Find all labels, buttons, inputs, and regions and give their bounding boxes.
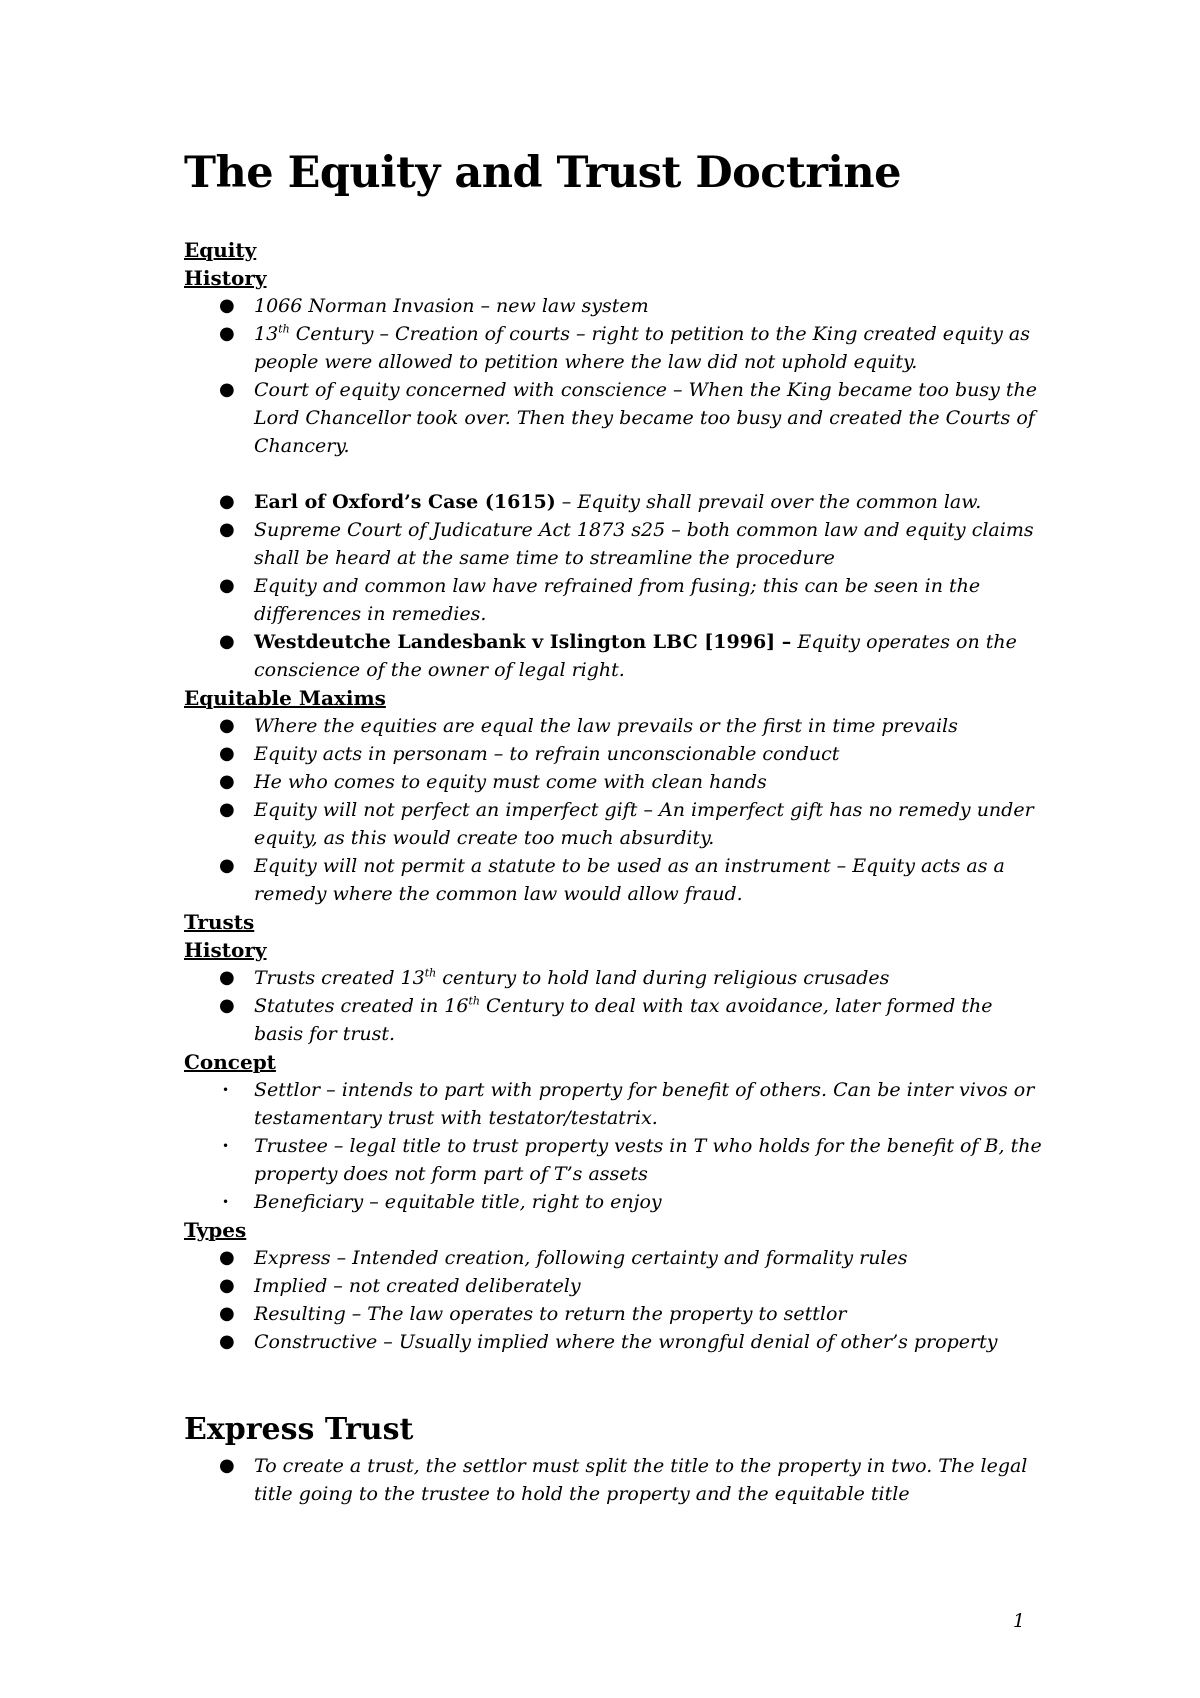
bullet-icon: ● [219, 574, 235, 596]
list-item-text: Settlor – intends to part with property for benefit of others. Can be inter vivos or testamentary trust with testator/testatrix. [254, 1078, 1035, 1129]
list-item [184, 992, 1044, 1048]
list-item-text-pre: Trusts created 13 [254, 966, 425, 989]
bullet-icon: ● [219, 854, 235, 876]
list-item-text: Beneficiary – equitable title, right to enjoy [254, 1190, 662, 1213]
list-item-text: Implied – not created deliberately [254, 1274, 581, 1297]
list-item-text: He who comes to equity must come with clean hands [254, 770, 767, 793]
bullet-icon: ● [219, 714, 235, 736]
subheading-equitable-maxims: Equitable Maxims [184, 685, 386, 710]
list-item [184, 516, 1044, 572]
list-item [184, 488, 1044, 516]
list-item-text-pre: Statutes created in 16 [254, 994, 469, 1017]
bullet-icon: ● [219, 1274, 235, 1296]
spacer [184, 1356, 1064, 1412]
list-item [184, 1328, 1044, 1356]
list-item [184, 852, 1044, 908]
equity-history-list [184, 292, 1064, 460]
equity-cases-list [184, 488, 1064, 684]
small-bullet-icon: • [222, 1138, 230, 1153]
bullet-icon: ● [219, 994, 235, 1016]
bullet-icon: ● [219, 742, 235, 764]
subheading-types: Types [184, 1217, 247, 1242]
superscript: th [424, 966, 437, 980]
list-item [184, 712, 1044, 740]
list-item [184, 572, 1044, 628]
types-list [184, 1244, 1064, 1356]
list-item-text-post: century to hold land during religious crusades [436, 966, 890, 989]
case-name: Westdeutche Landesbank v Islington LBC [1996] – [254, 630, 792, 653]
list-item-text: Express – Intended creation, following certainty and formality rules [254, 1246, 908, 1269]
bullet-icon: ● [219, 966, 235, 988]
bullet-icon: ● [219, 770, 235, 792]
bullet-icon: ● [219, 518, 235, 540]
list-item [184, 376, 1044, 460]
list-item [184, 1452, 1044, 1508]
page-number: 1 [1012, 1610, 1025, 1632]
maxims-list [184, 712, 1064, 908]
concept-list [184, 1076, 1064, 1216]
bullet-icon: ● [219, 490, 235, 512]
subheading-equity-history: History [184, 265, 267, 290]
list-item-text: – Equity shall prevail over the common law. [555, 490, 982, 513]
list-item [184, 964, 1044, 992]
list-item-text: To create a trust, the settlor must split the title to the property in two. The legal title going to the trustee to hold the property and the equitable title [254, 1454, 1028, 1505]
list-item [184, 1272, 1044, 1300]
list-item [184, 292, 1044, 320]
list-item-text: Equity and common law have refrained from fusing; this can be seen in the differences in remedies. [254, 574, 981, 625]
small-bullet-icon: • [222, 1194, 230, 1209]
express-trust-list [184, 1452, 1064, 1508]
trusts-history-list [184, 964, 1064, 1048]
list-item-text-pre: 13 [254, 322, 279, 345]
bullet-icon: ● [219, 1454, 235, 1476]
list-item [184, 1300, 1044, 1328]
bullet-icon: ● [219, 378, 235, 400]
subheading-concept: Concept [184, 1049, 276, 1074]
case-name: Earl of Oxford’s Case (1615) [254, 490, 556, 513]
list-item [184, 768, 1044, 796]
list-item-text-post: Century – Creation of courts – right to petition to the King created equity as people were allowed to petition where the law did not uphold equity. [254, 322, 1030, 373]
list-item [184, 796, 1044, 852]
list-item-text: Where the equities are equal the law prevails or the first in time prevails [254, 714, 958, 737]
list-item [184, 628, 1044, 684]
list-item [184, 740, 1044, 768]
bullet-icon: ● [219, 322, 235, 344]
list-item-text: Equity acts in personam – to refrain unconscionable conduct [254, 742, 840, 765]
section-heading-trusts: Trusts [184, 909, 255, 934]
list-item-text: Trustee – legal title to trust property vests in T who holds for the benefit of B, the property does not form part of T’s assets [254, 1134, 1042, 1185]
bullet-icon: ● [219, 798, 235, 820]
list-item [184, 1076, 1044, 1132]
section-heading-equity: Equity [184, 237, 257, 262]
bullet-icon: ● [219, 630, 235, 652]
list-item [184, 1244, 1044, 1272]
superscript: th [278, 322, 290, 336]
list-item-text: Equity operates on the conscience of the owner of legal right. [254, 630, 1017, 681]
list-item-text: Equity will not permit a statute to be used as an instrument – Equity acts as a remedy where the common law would allow fraud. [254, 854, 1005, 905]
list-item-text: Constructive – Usually implied where the wrongful denial of other’s property [254, 1330, 998, 1353]
list-item-text: Supreme Court of Judicature Act 1873 s25 – both common law and equity claims shall be heard at the same time to streamline the procedure [254, 518, 1034, 569]
list-item [184, 320, 1044, 376]
section-heading-express-trust: Express Trust [184, 1411, 414, 1447]
bullet-icon: ● [219, 1330, 235, 1352]
small-bullet-icon: • [222, 1082, 230, 1097]
bullet-icon: ● [219, 1302, 235, 1324]
list-item-text: Equity will not perfect an imperfect gift – An imperfect gift has no remedy under equity, as this would create too much absurdity. [254, 798, 1034, 849]
list-item-text: Court of equity concerned with conscience – When the King became too busy the Lord Chancellor took over. Then they became too busy and created the Courts of Chancery. [254, 378, 1037, 457]
list-item-text-post: Century to deal with tax avoidance, later formed the basis for trust. [254, 994, 993, 1045]
list-item-text: Resulting – The law operates to return the property to settlor [254, 1302, 847, 1325]
bullet-icon: ● [219, 1246, 235, 1268]
list-item [184, 1132, 1044, 1188]
spacer [184, 460, 1064, 488]
document-content [184, 148, 1064, 1508]
list-item-text: 1066 Norman Invasion – new law system [254, 294, 649, 317]
list-item [184, 1188, 1044, 1216]
page-title: The Equity and Trust Doctrine [184, 148, 901, 198]
bullet-icon: ● [219, 294, 235, 316]
subheading-trusts-history: History [184, 937, 267, 962]
superscript: th [468, 994, 480, 1008]
